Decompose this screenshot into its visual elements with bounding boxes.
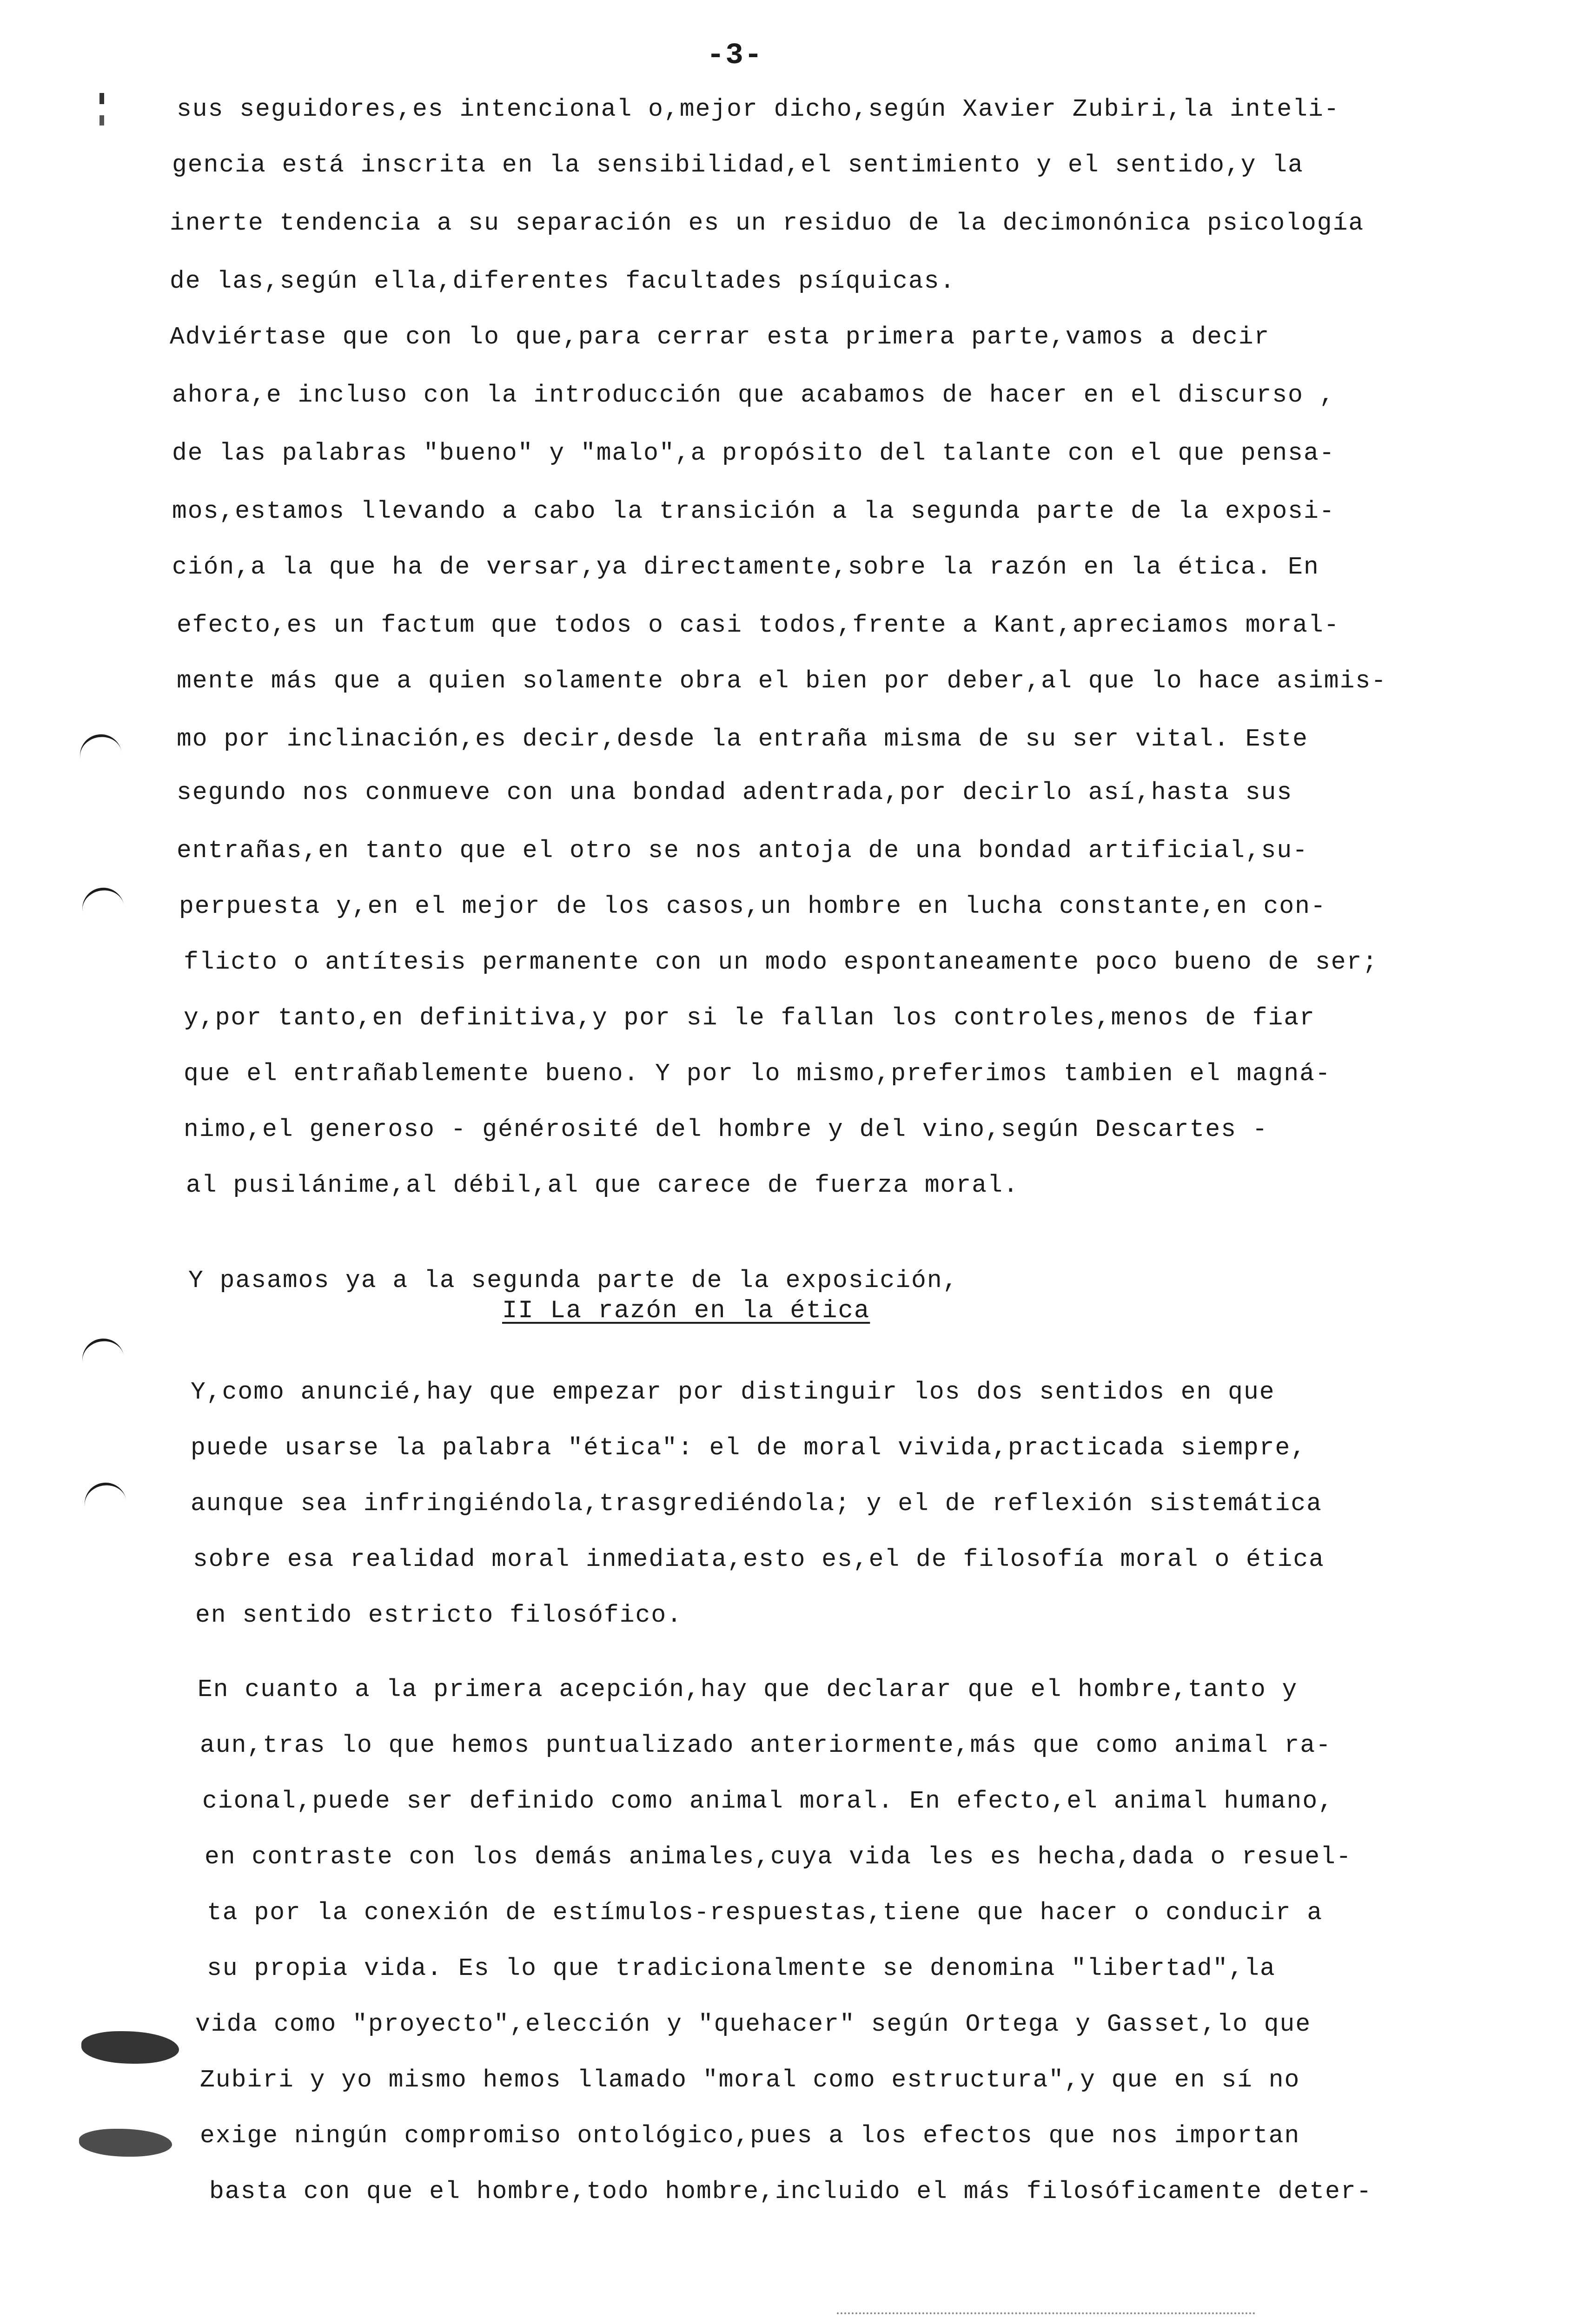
- text-line: cional,puede ser definido como animal moral. En efecto,el animal humano,: [202, 1787, 1334, 1815]
- margin-tick: [99, 115, 104, 125]
- text-line: sobre esa realidad moral inmediata,esto es,el de filosofía moral o ética: [193, 1545, 1325, 1573]
- text-line: ción,a la que ha de versar,ya directamente,sobre la razón en la ética. En: [172, 553, 1319, 581]
- text-line: inerte tendencia a su separación es un residuo de la decimonónica psicología: [170, 209, 1365, 237]
- ink-smudge: [79, 2129, 172, 2157]
- section-heading: II La razón en la ética: [502, 1297, 870, 1325]
- text-line: flicto o antítesis permanente con un modo espontaneamente poco bueno de ser;: [184, 948, 1378, 976]
- text-line: aun,tras lo que hemos puntualizado anteriormente,más que como animal ra-: [200, 1731, 1332, 1759]
- text-line: En cuanto a la primera acepción,hay que declarar que el hombre,tanto y: [198, 1676, 1298, 1703]
- text-line: Zubiri y yo mismo hemos llamado "moral como estructura",y que en sí no: [200, 2066, 1300, 2094]
- text-line: exige ningún compromiso ontológico,pues a los efectos que nos importan: [200, 2122, 1300, 2150]
- text-line: ahora,e incluso con la introducción que acabamos de hacer en el discurso ,: [172, 381, 1335, 409]
- text-line: Y pasamos ya a la segunda parte de la exposición,: [188, 1267, 959, 1294]
- text-line: en contraste con los demás animales,cuya vida les es hecha,dada o resuel-: [205, 1843, 1352, 1871]
- text-line: Adviértase que con lo que,para cerrar esta primera parte,vamos a decir: [170, 323, 1270, 351]
- text-line: y,por tanto,en definitiva,y por si le fallan los controles,menos de fiar: [184, 1004, 1315, 1032]
- text-line: entrañas,en tanto que el otro se nos antoja de una bondad artificial,su-: [177, 837, 1308, 865]
- margin-tick: [99, 93, 104, 104]
- text-line: de las,según ella,diferentes facultades psíquicas.: [170, 267, 956, 295]
- margin-bracket-mark: [79, 1335, 126, 1373]
- text-line: mente más que a quien solamente obra el bien por deber,al que lo hace asimis-: [177, 667, 1387, 695]
- text-line: ta por la conexión de estímulos-respuestas,tiene que hacer o conducir a: [207, 1899, 1323, 1927]
- margin-bracket-mark: [79, 885, 126, 922]
- margin-bracket-mark: [81, 1479, 128, 1517]
- text-line: su propia vida. Es lo que tradicionalmente se denomina "libertad",la: [207, 1954, 1276, 1982]
- text-line: perpuesta y,en el mejor de los casos,un hombre en lucha constante,en con-: [179, 892, 1326, 920]
- text-line: efecto,es un factum que todos o casi todos,frente a Kant,apreciamos moral-: [177, 611, 1340, 639]
- faint-dotted-line: [837, 2312, 1255, 2316]
- text-line: mos,estamos llevando a cabo la transición a la segunda parte de la exposi-: [172, 497, 1335, 525]
- text-line: que el entrañablemente bueno. Y por lo mismo,preferimos tambien el magná-: [184, 1060, 1331, 1088]
- text-line: basta con que el hombre,todo hombre,incluido el más filosóficamente deter-: [209, 2178, 1372, 2205]
- text-line: Y,como anuncié,hay que empezar por distinguir los dos sentidos en que: [191, 1378, 1275, 1406]
- text-line: segundo nos conmueve con una bondad adentrada,por decirlo así,hasta sus: [177, 779, 1293, 806]
- margin-bracket-mark: [77, 731, 123, 769]
- text-line: de las palabras "bueno" y "malo",a propósito del talante con el que pensa-: [172, 439, 1335, 467]
- page-number: -3-: [707, 39, 763, 73]
- text-line: al pusilánime,al débil,al que carece de fuerza moral.: [186, 1171, 1019, 1199]
- text-line: mo por inclinación,es decir,desde la entraña misma de su ser vital. Este: [177, 725, 1308, 753]
- text-line: en sentido estricto filosófico.: [195, 1601, 682, 1629]
- text-line: vida como "proyecto",elección y "quehacer" según Ortega y Gasset,lo que: [195, 2010, 1312, 2038]
- ink-smudge: [81, 2031, 179, 2064]
- text-line: aunque sea infringiéndola,trasgrediéndola; y el de reflexión sistemática: [191, 1490, 1322, 1518]
- text-line: gencia está inscrita en la sensibilidad,el sentimiento y el sentido,y la: [172, 151, 1304, 179]
- text-line: puede usarse la palabra "ética": el de moral vivida,practicada siempre,: [191, 1434, 1307, 1462]
- text-line: sus seguidores,es intencional o,mejor dicho,según Xavier Zubiri,la inteli-: [177, 95, 1340, 123]
- text-line: nimo,el generoso - générosité del hombre y del vino,según Descartes -: [184, 1116, 1268, 1143]
